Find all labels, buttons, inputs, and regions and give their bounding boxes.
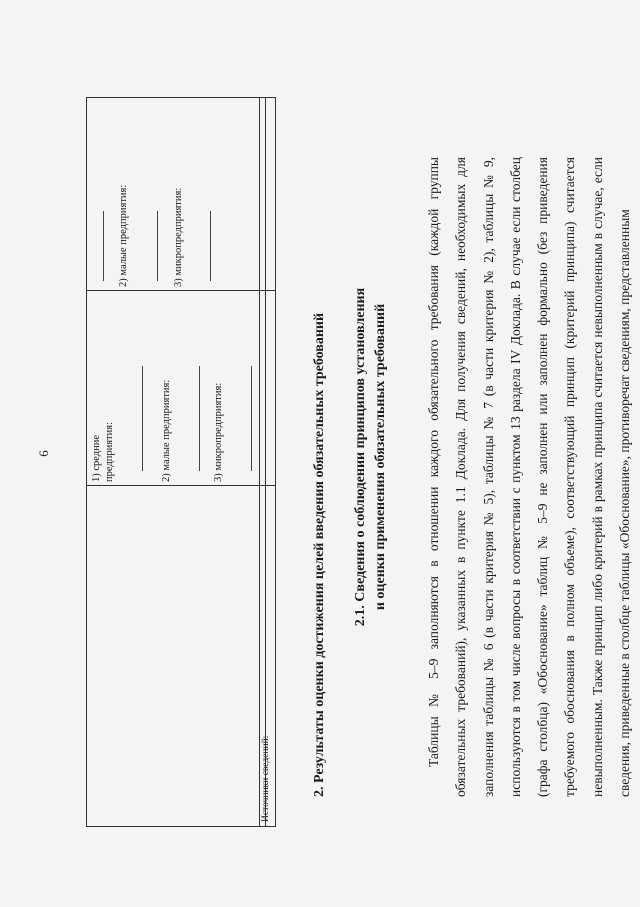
section-heading: 2. Результаты оценки достижения целей введения обязательных требований bbox=[312, 312, 327, 797]
subsection-heading-line1: 2.1. Сведения о соблюдении принципов установления bbox=[353, 287, 368, 627]
fill-line bbox=[157, 211, 158, 281]
requirements-table bbox=[86, 97, 276, 827]
table-cell-medium-enterprises: 1) средние предприятия: bbox=[91, 421, 115, 482]
sources-label: Источники сведений: bbox=[261, 735, 271, 822]
subsection-heading-line2: и оценки применения обязательных требований bbox=[373, 303, 388, 611]
body-paragraph bbox=[420, 157, 638, 797]
table-cell-micro-enterprises: 3) микропредприятия: bbox=[213, 382, 224, 482]
fill-line bbox=[142, 366, 143, 471]
fill-line bbox=[210, 211, 211, 281]
table-cell-small-enterprises: 2) малые предприятия: bbox=[161, 379, 172, 482]
table-cell-micro-enterprises: 3) микропредприятия: bbox=[173, 187, 184, 287]
page-number: 6 bbox=[36, 450, 51, 457]
table-divider bbox=[259, 98, 260, 826]
table-divider bbox=[87, 290, 275, 291]
fill-line bbox=[103, 211, 104, 281]
table-cell-small-enterprises: 2) малые предприятия: bbox=[118, 184, 129, 287]
paragraph-text: Таблицы № 5–9 заполняются в отношении каждого обязательного требования (каждой группы обязательных требований), указанных в пункте 1.1 Доклада. Для получения сведений, необходимых для заполнения таблицы № 6 (в части критерия № 5), таблицы № 7 (в части критерия № 2), таблицы № 9, используются в том числе вопросы в соответствии с пунктом 13 раздела IV Доклада. В случае если столбец (графа столбца) «Обоснование» таблиц № 5–9 не заполнен или заполнен формально (без приведения требуемого обоснования в полном объеме), соответствующий принцип (критерий принципа) считается невыполненным. Также принцип либо критерий в рамках принципа считается невыполненным в случае, если сведения, приведенные в столбце таблицы «Обоснование», противоречат сведениям, представленным bbox=[426, 157, 633, 797]
fill-line bbox=[199, 366, 200, 471]
table-divider bbox=[87, 485, 275, 486]
fill-line bbox=[251, 366, 252, 471]
